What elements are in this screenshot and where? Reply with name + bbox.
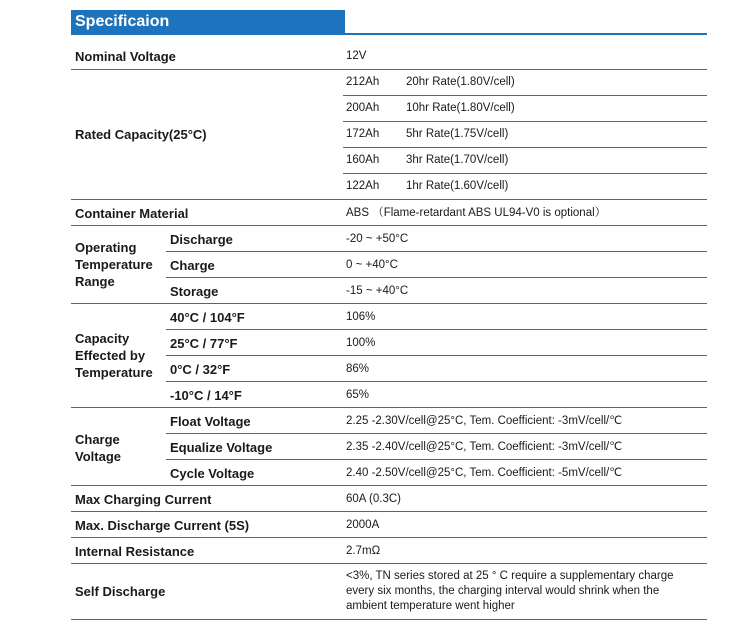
internal-resistance-value: 2.7mΩ [346, 545, 381, 557]
divider [166, 433, 707, 434]
internal-resistance-label: Internal Resistance [75, 544, 195, 559]
temperature-point-label: 40°C / 104°F [170, 310, 245, 325]
operating-temperature-label-line: Operating [75, 240, 137, 255]
temperature-mode-value: -20 ~ +50°C [346, 233, 409, 245]
divider [343, 173, 707, 174]
capacity-percent-value: 86% [346, 363, 370, 375]
divider [71, 485, 707, 486]
self-discharge-value-line: <3%, TN series stored at 25 ° C require a supplementary charge [346, 570, 674, 582]
temperature-mode-label: Storage [170, 284, 219, 299]
divider [166, 355, 707, 356]
operating-temperature-label-line: Range [75, 274, 115, 289]
nominal-voltage-value: 12V [346, 50, 367, 62]
charge-voltage-label-line: Charge [75, 432, 120, 447]
capacity-rate: 1hr Rate(1.60V/cell) [406, 180, 509, 192]
capacity-rate: 20hr Rate(1.80V/cell) [406, 76, 515, 88]
capacity-value: 160Ah [346, 154, 380, 166]
voltage-mode-label: Float Voltage [170, 414, 251, 429]
divider [71, 69, 707, 70]
divider [71, 563, 707, 564]
divider [71, 303, 707, 304]
divider [71, 225, 707, 226]
capacity-percent-value: 65% [346, 389, 370, 401]
capacity-rate: 3hr Rate(1.70V/cell) [406, 154, 509, 166]
divider [343, 95, 707, 96]
capacity-temperature-label-line: Temperature [75, 365, 153, 380]
divider [71, 537, 707, 538]
divider [166, 277, 707, 278]
temperature-mode-label: Discharge [170, 232, 233, 247]
self-discharge-label: Self Discharge [75, 584, 166, 599]
temperature-point-label: -10°C / 14°F [170, 388, 242, 403]
temperature-point-label: 0°C / 32°F [170, 362, 231, 377]
charge-voltage-label-line: Voltage [75, 449, 121, 464]
container-material-label: Container Material [75, 206, 189, 221]
divider [166, 329, 707, 330]
divider [71, 407, 707, 408]
divider [71, 511, 707, 512]
operating-temperature-label-line: Temperature [75, 257, 153, 272]
max-discharge-current-value: 2000A [346, 519, 380, 531]
capacity-temperature-label-line: Effected by [75, 348, 146, 363]
temperature-point-label: 25°C / 77°F [170, 336, 238, 351]
capacity-temperature-label-line: Capacity [75, 331, 130, 346]
divider [343, 121, 707, 122]
max-charging-current-label: Max Charging Current [75, 492, 212, 507]
voltage-mode-value: 2.25 -2.30V/cell@25°C, Tem. Coefficient: -3mV/cell/℃ [346, 415, 623, 427]
capacity-rate: 5hr Rate(1.75V/cell) [406, 128, 509, 140]
voltage-mode-value: 2.40 -2.50V/cell@25°C, Tem. Coefficient: -5mV/cell/℃ [346, 467, 623, 479]
temperature-mode-value: -15 ~ +40°C [346, 285, 409, 297]
self-discharge-value-line: every six months, the charging interval would shrink when the [346, 585, 660, 597]
divider [166, 251, 707, 252]
voltage-mode-value: 2.35 -2.40V/cell@25°C, Tem. Coefficient: -3mV/cell/℃ [346, 441, 623, 453]
container-material-value: ABS （Flame-retardant ABS UL94-V0 is optional） [346, 207, 607, 219]
self-discharge-value-line: ambient temperature went higher [346, 600, 515, 612]
divider [166, 381, 707, 382]
max-charging-current-value: 60A (0.3C) [346, 493, 401, 505]
divider [71, 199, 707, 200]
capacity-value: 122Ah [346, 180, 380, 192]
capacity-value: 200Ah [346, 102, 380, 114]
temperature-mode-value: 0 ~ +40°C [346, 259, 398, 271]
max-discharge-current-label: Max. Discharge Current (5S) [75, 518, 250, 533]
temperature-mode-label: Charge [170, 258, 215, 273]
divider [71, 619, 707, 620]
divider [343, 147, 707, 148]
section-header [71, 10, 707, 35]
capacity-value: 212Ah [346, 76, 380, 88]
divider [166, 459, 707, 460]
capacity-percent-value: 106% [346, 311, 376, 323]
section-title: Specificaion [71, 10, 345, 33]
capacity-value: 172Ah [346, 128, 380, 140]
voltage-mode-label: Cycle Voltage [170, 466, 255, 481]
rated-capacity-label: Rated Capacity(25°C) [75, 127, 207, 142]
voltage-mode-label: Equalize Voltage [170, 440, 273, 455]
capacity-rate: 10hr Rate(1.80V/cell) [406, 102, 515, 114]
capacity-percent-value: 100% [346, 337, 376, 349]
nominal-voltage-label: Nominal Voltage [75, 49, 176, 64]
